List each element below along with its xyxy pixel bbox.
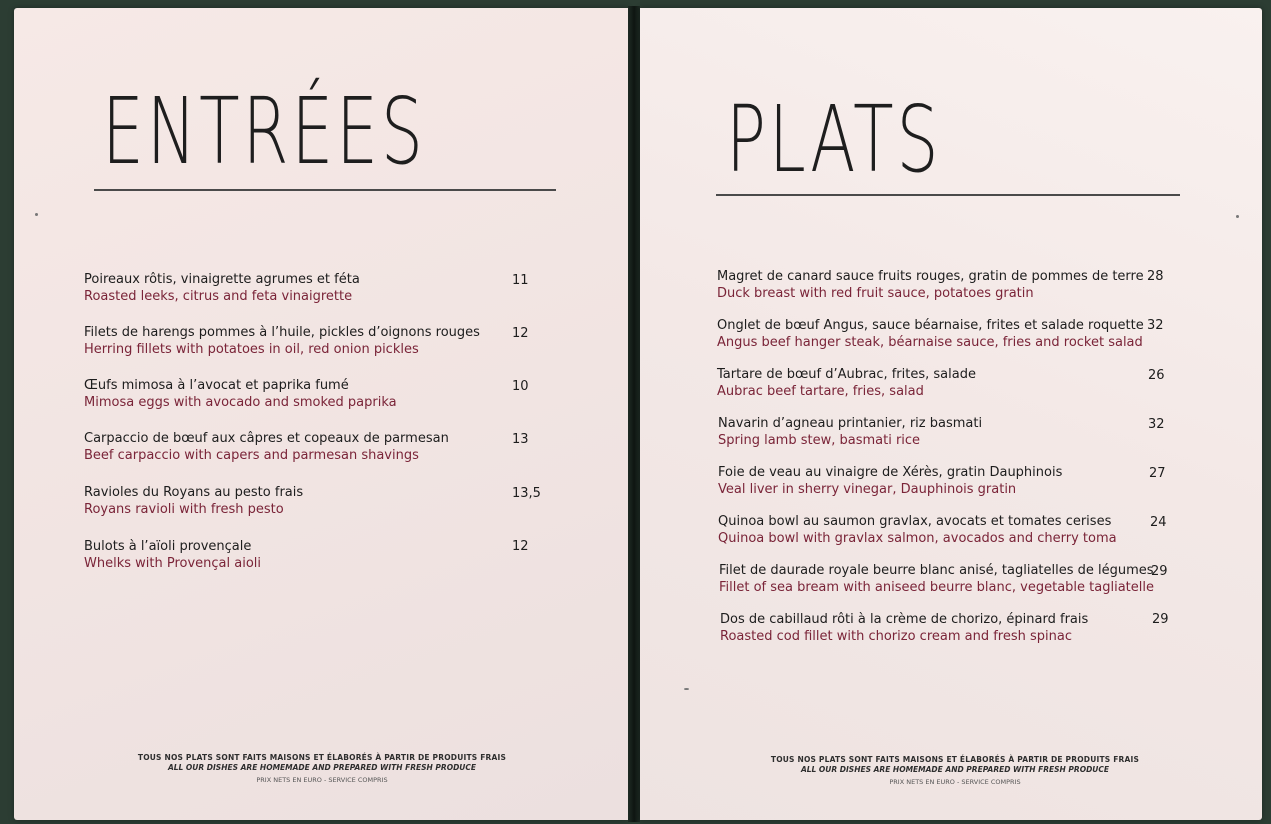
dish-name-fr: Filets de harengs pommes à l’huile, pickles d’oignons rouges bbox=[84, 325, 480, 340]
paper-speck bbox=[35, 213, 38, 216]
dish-price: 13 bbox=[512, 432, 529, 447]
menu-item bbox=[84, 538, 564, 572]
dish-price: 11 bbox=[512, 273, 529, 288]
dish-name-fr: Poireaux rôtis, vinaigrette agrumes et féta bbox=[84, 272, 360, 287]
menu-item bbox=[84, 484, 564, 518]
dish-name-fr: Quinoa bowl au saumon gravlax, avocats et tomates cerises bbox=[718, 514, 1112, 529]
title-underline bbox=[94, 189, 556, 191]
dish-price: 12 bbox=[512, 539, 529, 554]
dish-price: 24 bbox=[1150, 515, 1167, 530]
menu-item bbox=[84, 324, 564, 358]
dish-name-en: Royans ravioli with fresh pesto bbox=[84, 502, 284, 517]
menu-footer bbox=[745, 755, 1165, 787]
dish-name-en: Roasted cod fillet with chorizo cream and fresh spinac bbox=[720, 629, 1072, 644]
dish-name-en: Mimosa eggs with avocado and smoked paprika bbox=[84, 395, 397, 410]
menu-item bbox=[84, 377, 564, 411]
paper-speck bbox=[684, 688, 689, 690]
dish-name-fr: Foie de veau au vinaigre de Xérès, gratin Dauphinois bbox=[718, 465, 1063, 480]
footer-line-en: ALL OUR DISHES ARE HOMEMADE AND PREPARED WITH FRESH PRODUCE bbox=[800, 765, 1110, 774]
dish-price: 29 bbox=[1151, 564, 1168, 579]
footer-prices-note: PRIX NETS EN EURO - SERVICE COMPRIS bbox=[889, 778, 1021, 786]
menu-item bbox=[718, 464, 1198, 498]
left-menu-page bbox=[14, 8, 628, 820]
section-title-entrees: ENTRÉES bbox=[102, 78, 426, 185]
dish-name-fr: Carpaccio de bœuf aux câpres et copeaux de parmesan bbox=[84, 431, 449, 446]
dish-name-fr: Tartare de bœuf d’Aubrac, frites, salade bbox=[717, 367, 976, 382]
footer-line-fr: TOUS NOS PLATS SONT FAITS MAISONS ET ÉLABORÉS À PARTIR DE PRODUITS FRAIS bbox=[137, 753, 507, 762]
dish-name-en: Veal liver in sherry vinegar, Dauphinois gratin bbox=[718, 482, 1017, 497]
footer-line-fr: TOUS NOS PLATS SONT FAITS MAISONS ET ÉLABORÉS À PARTIR DE PRODUITS FRAIS bbox=[770, 755, 1140, 764]
dish-price: 27 bbox=[1149, 466, 1166, 481]
dish-name-en: Whelks with Provençal aioli bbox=[84, 556, 262, 571]
dish-name-en: Beef carpaccio with capers and parmesan shavings bbox=[84, 448, 419, 463]
dish-name-en: Duck breast with red fruit sauce, potatoes gratin bbox=[717, 286, 1034, 301]
right-menu-page bbox=[640, 8, 1262, 820]
menu-item bbox=[84, 430, 564, 464]
dish-name-fr: Dos de cabillaud rôti à la crème de chorizo, épinard frais bbox=[720, 612, 1089, 627]
dish-name-en: Angus beef hanger steak, béarnaise sauce, fries and rocket salad bbox=[717, 335, 1143, 350]
dish-name-en: Roasted leeks, citrus and feta vinaigrette bbox=[84, 289, 353, 304]
dish-price: 29 bbox=[1152, 612, 1169, 627]
dish-name-fr: Onglet de bœuf Angus, sauce béarnaise, frites et salade roquette bbox=[717, 318, 1144, 333]
section-title-plats: PLATS bbox=[726, 86, 942, 193]
dish-name-fr: Œufs mimosa à l’avocat et paprika fumé bbox=[84, 378, 349, 393]
dish-name-fr: Bulots à l’aïoli provençale bbox=[84, 539, 252, 554]
menu-item bbox=[84, 271, 564, 305]
dish-name-en: Herring fillets with potatoes in oil, red onion pickles bbox=[84, 342, 419, 357]
dish-name-fr: Magret de canard sauce fruits rouges, gratin de pommes de terre bbox=[717, 269, 1144, 284]
dish-name-en: Spring lamb stew, basmati rice bbox=[718, 433, 921, 448]
paper-speck bbox=[1236, 215, 1239, 218]
dish-name-en: Fillet of sea bream with aniseed beurre blanc, vegetable tagliatelle bbox=[719, 580, 1154, 595]
footer-prices-note: PRIX NETS EN EURO - SERVICE COMPRIS bbox=[256, 776, 388, 784]
menu-item bbox=[717, 317, 1197, 351]
menu-item bbox=[719, 562, 1199, 596]
menu-item bbox=[718, 513, 1198, 547]
dish-price: 12 bbox=[512, 326, 529, 341]
dish-price: 32 bbox=[1147, 318, 1164, 333]
dish-name-fr: Ravioles du Royans au pesto frais bbox=[84, 485, 304, 500]
dish-name-en: Aubrac beef tartare, fries, salad bbox=[717, 384, 924, 399]
dish-name-en: Quinoa bowl with gravlax salmon, avocados and cherry toma bbox=[718, 531, 1117, 546]
dish-price: 26 bbox=[1148, 368, 1165, 383]
dish-price: 10 bbox=[512, 379, 529, 394]
menu-footer bbox=[112, 753, 532, 785]
dish-name-fr: Navarin d’agneau printanier, riz basmati bbox=[718, 416, 983, 431]
menu-item bbox=[718, 415, 1198, 449]
menu-item bbox=[717, 366, 1197, 400]
title-underline bbox=[716, 194, 1180, 196]
footer-line-en: ALL OUR DISHES ARE HOMEMADE AND PREPARED WITH FRESH PRODUCE bbox=[167, 763, 477, 772]
dish-price: 28 bbox=[1147, 269, 1164, 284]
dish-name-fr: Filet de daurade royale beurre blanc anisé, tagliatelles de légumes bbox=[719, 563, 1154, 578]
dish-price: 13,5 bbox=[512, 486, 541, 501]
menu-item bbox=[720, 611, 1200, 645]
menu-item bbox=[717, 268, 1197, 302]
menu-spine bbox=[628, 6, 640, 822]
dish-price: 32 bbox=[1148, 417, 1165, 432]
